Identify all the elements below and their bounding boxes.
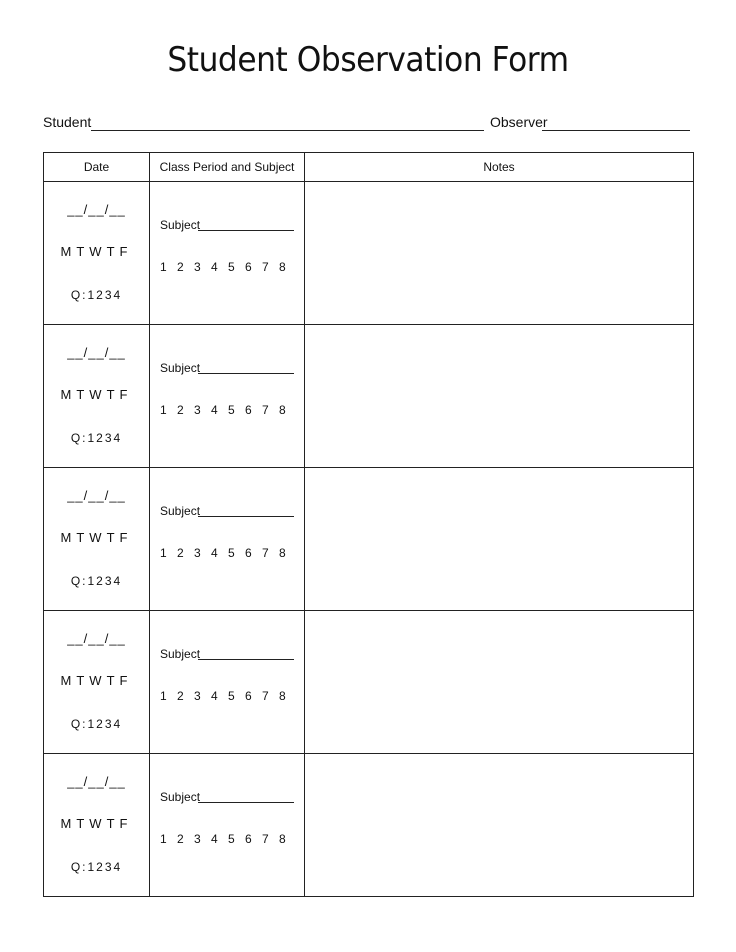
period-option[interactable]: 1 xyxy=(160,260,167,274)
period-option[interactable]: 4 xyxy=(211,403,218,417)
period-option[interactable]: 7 xyxy=(262,403,269,417)
table-header-row xyxy=(44,153,694,182)
date-cell xyxy=(44,468,150,611)
period-option[interactable]: 3 xyxy=(194,546,201,560)
column-header-date: Date xyxy=(44,153,150,182)
period-option[interactable]: 6 xyxy=(245,403,252,417)
period-options[interactable] xyxy=(160,832,296,846)
date-blank-field[interactable]: __/__/__ xyxy=(67,488,126,503)
period-option[interactable]: 6 xyxy=(245,689,252,703)
quarter-options[interactable]: Q:1234 xyxy=(70,717,123,731)
subject-label: Subject xyxy=(160,361,201,375)
period-option[interactable]: 3 xyxy=(194,403,201,417)
period-option[interactable]: 2 xyxy=(177,403,184,417)
notes-cell[interactable] xyxy=(305,182,694,325)
period-option[interactable]: 4 xyxy=(211,546,218,560)
table-row xyxy=(44,182,694,325)
period-option[interactable]: 8 xyxy=(279,260,286,274)
quarter-options[interactable]: Q:1234 xyxy=(70,574,123,588)
period-option[interactable]: 3 xyxy=(194,260,201,274)
period-option[interactable]: 5 xyxy=(228,689,235,703)
quarter-options[interactable]: Q:1234 xyxy=(70,288,123,302)
weekday-options[interactable]: MTWTF xyxy=(60,387,133,402)
subject-field[interactable] xyxy=(198,659,294,660)
period-option[interactable]: 1 xyxy=(160,689,167,703)
column-header-notes: Notes xyxy=(305,153,694,182)
subject-field[interactable] xyxy=(198,230,294,231)
subject-label: Subject xyxy=(160,218,201,232)
table-row xyxy=(44,754,694,897)
period-options[interactable] xyxy=(160,546,296,560)
subject-label: Subject xyxy=(160,504,201,518)
period-option[interactable]: 6 xyxy=(245,832,252,846)
period-option[interactable]: 8 xyxy=(279,689,286,703)
notes-cell[interactable] xyxy=(305,325,694,468)
date-blank-field[interactable]: __/__/__ xyxy=(67,345,126,360)
period-option[interactable]: 3 xyxy=(194,832,201,846)
period-option[interactable]: 3 xyxy=(194,689,201,703)
period-option[interactable]: 4 xyxy=(211,832,218,846)
period-option[interactable]: 2 xyxy=(177,832,184,846)
period-option[interactable]: 4 xyxy=(211,689,218,703)
period-option[interactable]: 6 xyxy=(245,260,252,274)
period-options[interactable] xyxy=(160,403,296,417)
table-row xyxy=(44,468,694,611)
quarter-options[interactable]: Q:1234 xyxy=(70,860,123,874)
date-cell xyxy=(44,325,150,468)
period-options[interactable] xyxy=(160,260,296,274)
date-blank-field[interactable]: __/__/__ xyxy=(67,202,126,217)
date-cell xyxy=(44,182,150,325)
page-title: Student Observation Form xyxy=(167,40,569,80)
period-option[interactable]: 8 xyxy=(279,403,286,417)
class-period-cell xyxy=(150,325,305,468)
period-option[interactable]: 5 xyxy=(228,832,235,846)
notes-cell[interactable] xyxy=(305,611,694,754)
period-option[interactable]: 1 xyxy=(160,546,167,560)
period-option[interactable]: 5 xyxy=(228,403,235,417)
period-option[interactable]: 8 xyxy=(279,546,286,560)
period-option[interactable]: 7 xyxy=(262,546,269,560)
weekday-options[interactable]: MTWTF xyxy=(60,244,133,259)
observation-table xyxy=(43,152,694,897)
header-info-row xyxy=(43,112,693,134)
table-row xyxy=(44,611,694,754)
period-option[interactable]: 4 xyxy=(211,260,218,274)
period-option[interactable]: 2 xyxy=(177,546,184,560)
date-blank-field[interactable]: __/__/__ xyxy=(67,774,126,789)
weekday-options[interactable]: MTWTF xyxy=(60,816,133,831)
period-option[interactable]: 5 xyxy=(228,546,235,560)
column-header-class-period: Class Period and Subject xyxy=(150,153,305,182)
class-period-cell xyxy=(150,182,305,325)
period-option[interactable]: 1 xyxy=(160,403,167,417)
class-period-cell xyxy=(150,468,305,611)
date-cell xyxy=(44,611,150,754)
subject-label: Subject xyxy=(160,790,201,804)
period-option[interactable]: 1 xyxy=(160,832,167,846)
notes-cell[interactable] xyxy=(305,468,694,611)
period-option[interactable]: 7 xyxy=(262,689,269,703)
subject-label: Subject xyxy=(160,647,201,661)
period-option[interactable]: 7 xyxy=(262,832,269,846)
notes-cell[interactable] xyxy=(305,754,694,897)
observer-label: Observer xyxy=(490,114,548,130)
subject-field[interactable] xyxy=(198,516,294,517)
subject-field[interactable] xyxy=(198,802,294,803)
class-period-cell xyxy=(150,611,305,754)
class-period-cell xyxy=(150,754,305,897)
period-option[interactable]: 7 xyxy=(262,260,269,274)
period-option[interactable]: 6 xyxy=(245,546,252,560)
quarter-options[interactable]: Q:1234 xyxy=(70,431,123,445)
observer-name-field[interactable] xyxy=(542,130,690,131)
weekday-options[interactable]: MTWTF xyxy=(60,530,133,545)
table-row xyxy=(44,325,694,468)
period-option[interactable]: 2 xyxy=(177,260,184,274)
period-option[interactable]: 2 xyxy=(177,689,184,703)
date-blank-field[interactable]: __/__/__ xyxy=(67,631,126,646)
student-label: Student xyxy=(43,114,92,130)
student-name-field[interactable] xyxy=(91,130,484,131)
period-options[interactable] xyxy=(160,689,296,703)
period-option[interactable]: 5 xyxy=(228,260,235,274)
date-cell xyxy=(44,754,150,897)
subject-field[interactable] xyxy=(198,373,294,374)
period-option[interactable]: 8 xyxy=(279,832,286,846)
weekday-options[interactable]: MTWTF xyxy=(60,673,133,688)
